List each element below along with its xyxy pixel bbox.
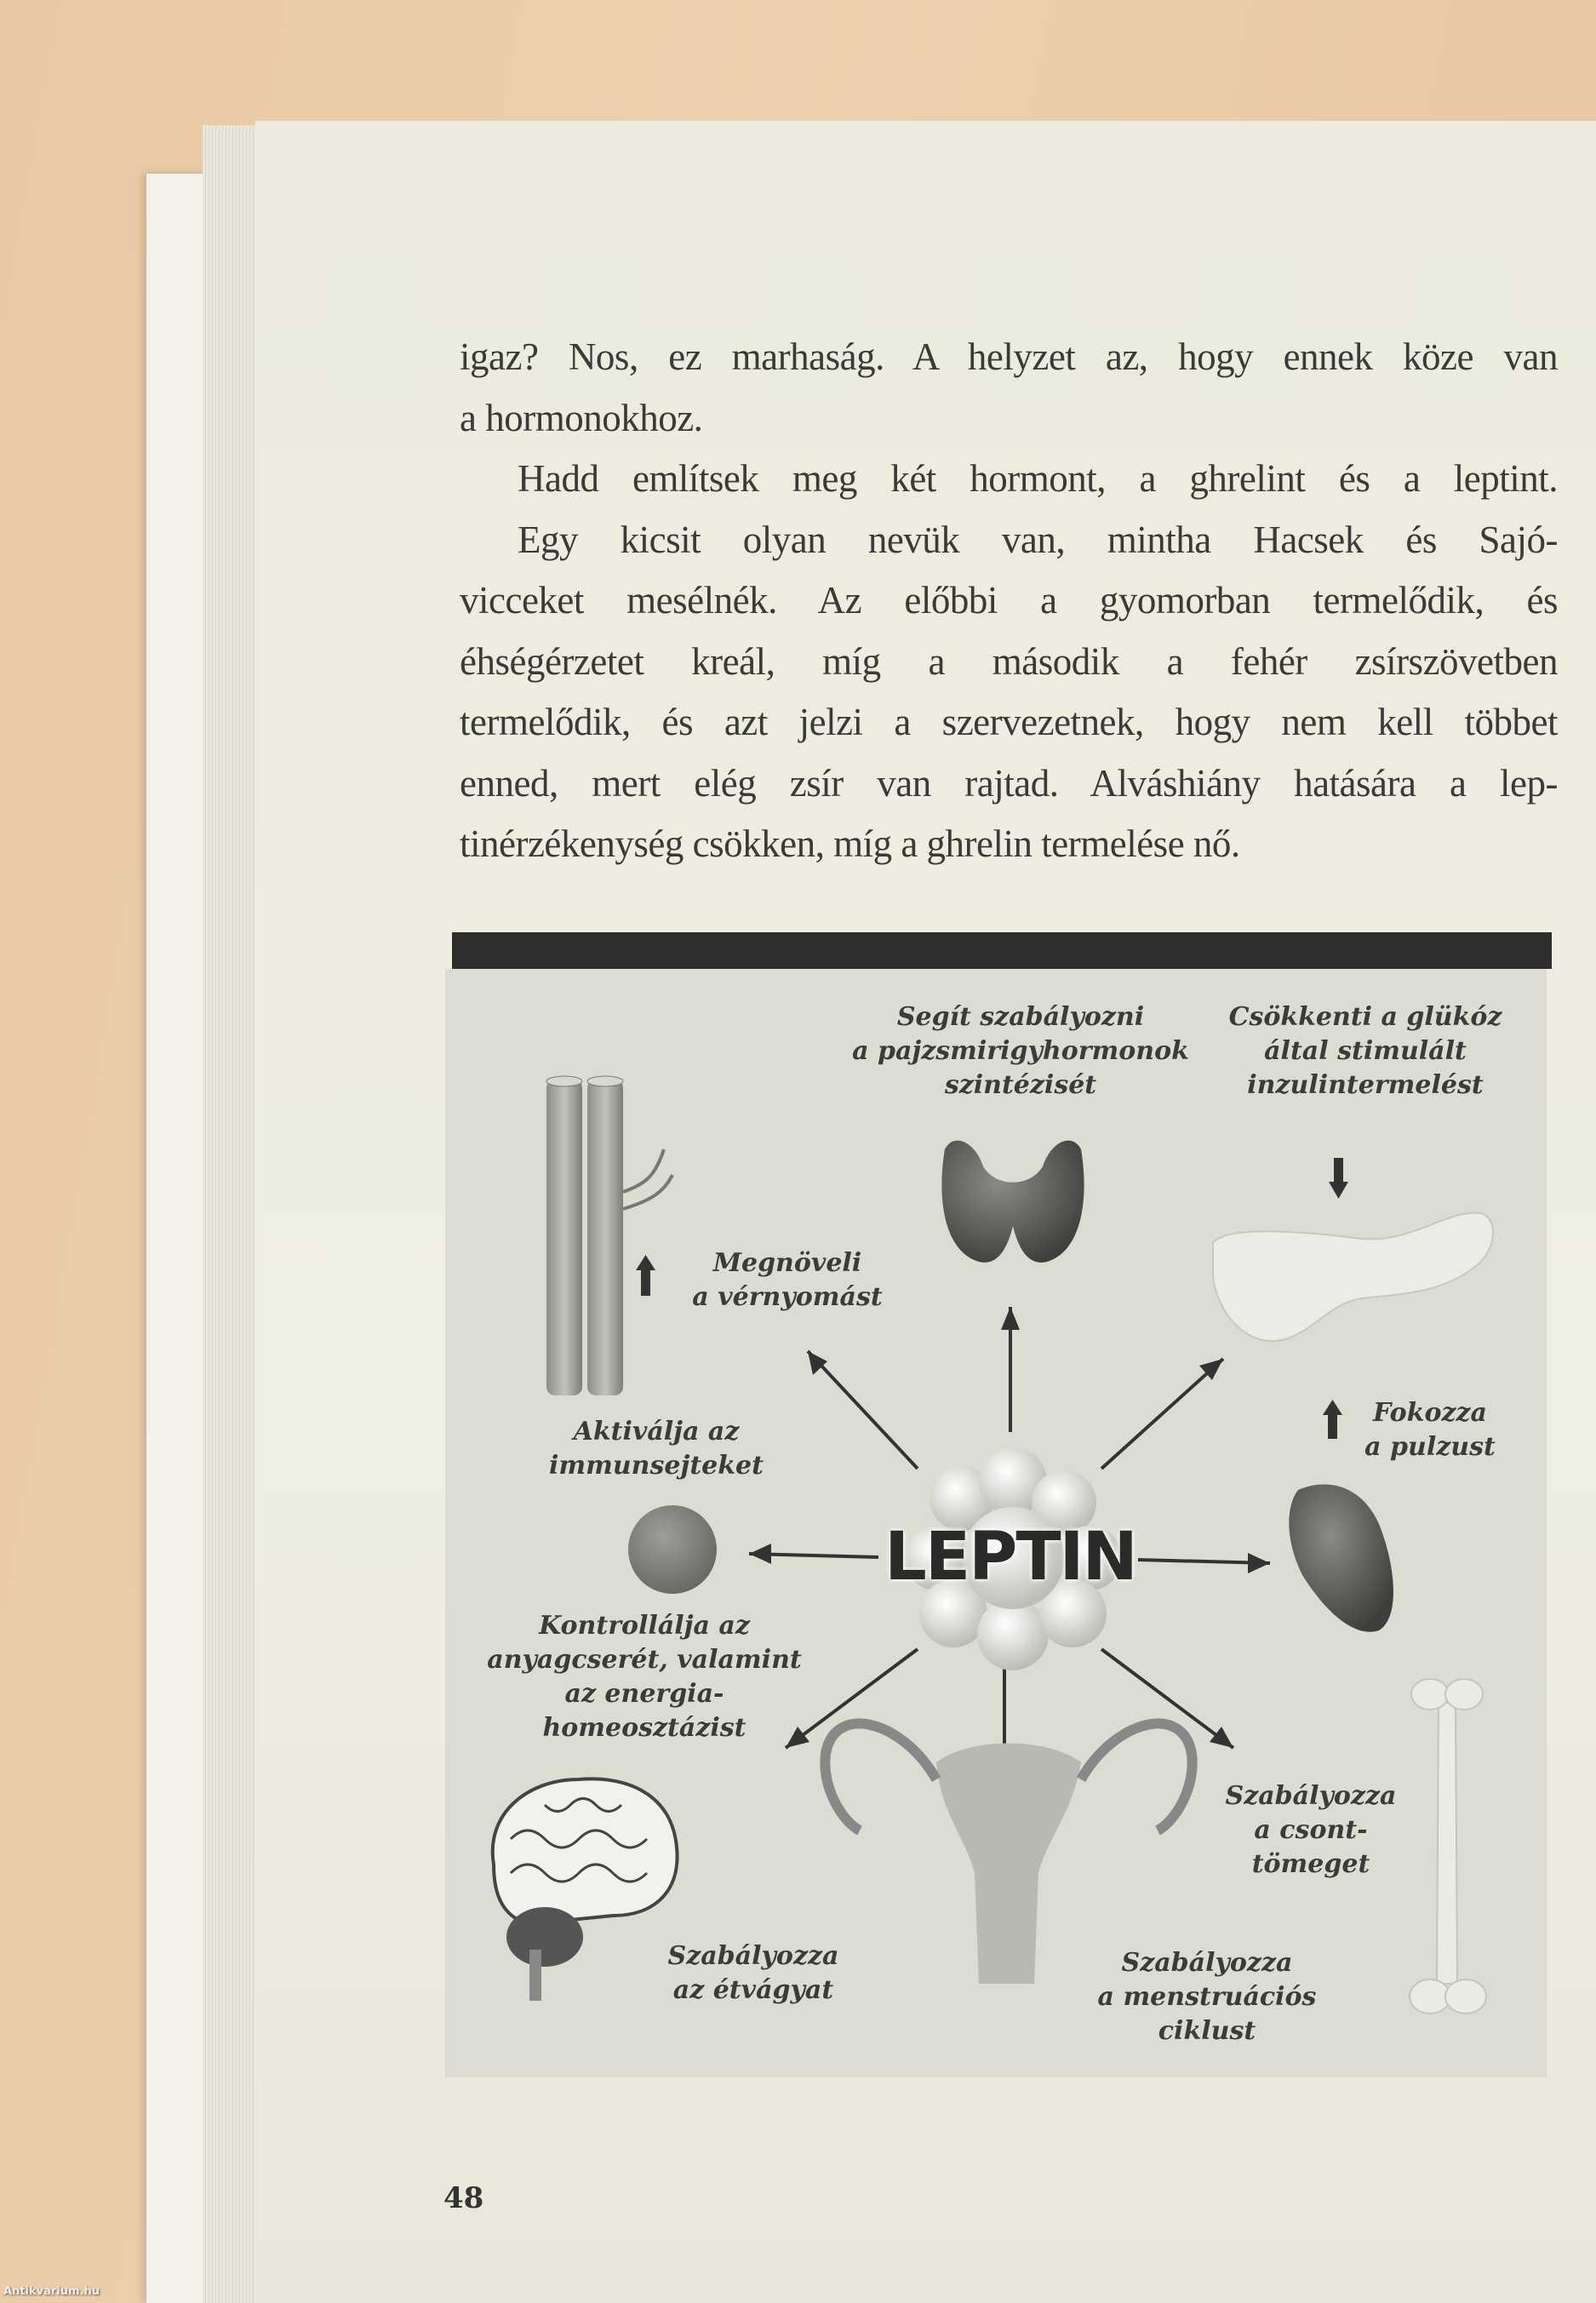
label-line: szintézisét bbox=[944, 1070, 1097, 1100]
page-number: 48 bbox=[443, 2181, 484, 2215]
leptin-label: LEPTIN bbox=[884, 1519, 1136, 1595]
label-line: a pulzust bbox=[1364, 1432, 1496, 1462]
label-line: a vérnyomást bbox=[692, 1282, 883, 1312]
label-thyroid bbox=[852, 1000, 1189, 1103]
label-line: Aktiválja az bbox=[573, 1417, 740, 1447]
label-menstrual bbox=[1098, 1946, 1317, 2048]
up-arrow-icon bbox=[1323, 1400, 1342, 1439]
immune-cell-icon bbox=[628, 1505, 717, 1594]
text-line: Egy kicsit olyan nevük van, mintha Hacsek és Sajó- bbox=[518, 518, 1558, 561]
heart-icon bbox=[1289, 1484, 1393, 1631]
label-line: Fokozza bbox=[1373, 1398, 1487, 1428]
label-line: Szabályozza bbox=[1225, 1781, 1397, 1811]
label-line: ciklust bbox=[1158, 2016, 1256, 2046]
text-line: termelődik, és azt jelzi a szervezetnek, hogy nem kell többet bbox=[460, 701, 1558, 743]
label-line: homeosztázist bbox=[542, 1713, 747, 1743]
brain-icon bbox=[493, 1779, 678, 2001]
label-line: a pajzsmirigyhormonok bbox=[852, 1036, 1189, 1066]
label-line: inzulintermelést bbox=[1247, 1070, 1484, 1100]
label-line: Szabályozza bbox=[1121, 1948, 1293, 1978]
label-bone bbox=[1226, 1779, 1397, 1882]
watermark: Antikvarium.hu bbox=[3, 2285, 100, 2298]
uterus-icon bbox=[825, 1723, 1192, 1984]
text-line: Hadd említsek meg két hormont, a ghrelint és a leptint. bbox=[518, 457, 1558, 500]
label-line: a csont- bbox=[1254, 1815, 1368, 1845]
text-line: éhségérzetet kreál, míg a második a fehér zsírszövetben bbox=[460, 639, 1558, 683]
label-line: tömeget bbox=[1251, 1849, 1370, 1879]
label-line: immunsejteket bbox=[548, 1451, 764, 1481]
label-immune bbox=[549, 1415, 764, 1483]
text-line: enned, mert elég zsír van rajtad. Alváshiány hatására a lep- bbox=[460, 761, 1558, 805]
blood-vessel-icon bbox=[546, 1076, 672, 1395]
text-line: tinérzékenység csökken, míg a ghrelin termelése nő. bbox=[460, 822, 1240, 865]
down-arrow-icon bbox=[1329, 1158, 1348, 1199]
bone-icon bbox=[1410, 1679, 1486, 2014]
arrow-up-right bbox=[1101, 1359, 1223, 1469]
label-line: Megnöveli bbox=[712, 1248, 862, 1278]
label-line: Kontrollálja az bbox=[539, 1611, 750, 1641]
label-pulse bbox=[1364, 1396, 1496, 1464]
label-line: az étvágyat bbox=[672, 1975, 834, 2005]
label-blood-pressure bbox=[692, 1246, 882, 1315]
label-line: anyagcserét, valamint bbox=[487, 1645, 802, 1675]
text-line: a hormonokhoz. bbox=[460, 396, 703, 439]
label-pancreas bbox=[1229, 1000, 1502, 1103]
text-line: igaz? Nos, ez marhaság. A helyzet az, hogy ennek köze van bbox=[460, 335, 1558, 378]
label-line: által stimulált bbox=[1264, 1036, 1467, 1066]
label-line: a menstruációs bbox=[1097, 1982, 1317, 2012]
up-arrow-icon bbox=[636, 1255, 655, 1296]
label-line: Csökkenti a glükóz bbox=[1228, 1002, 1502, 1032]
thyroid-icon bbox=[941, 1141, 1084, 1263]
arrow-up-left bbox=[808, 1351, 918, 1469]
label-line: Segít szabályozni bbox=[896, 1002, 1145, 1032]
text-line: vicceket mesélnék. Az előbbi a gyomorban termelődik, és bbox=[460, 579, 1558, 622]
label-line: Szabályozza bbox=[667, 1941, 839, 1971]
label-line: az energia- bbox=[564, 1679, 724, 1709]
pancreas-icon bbox=[1213, 1213, 1493, 1342]
label-metabolism bbox=[487, 1609, 802, 1745]
label-appetite bbox=[668, 1939, 839, 2008]
